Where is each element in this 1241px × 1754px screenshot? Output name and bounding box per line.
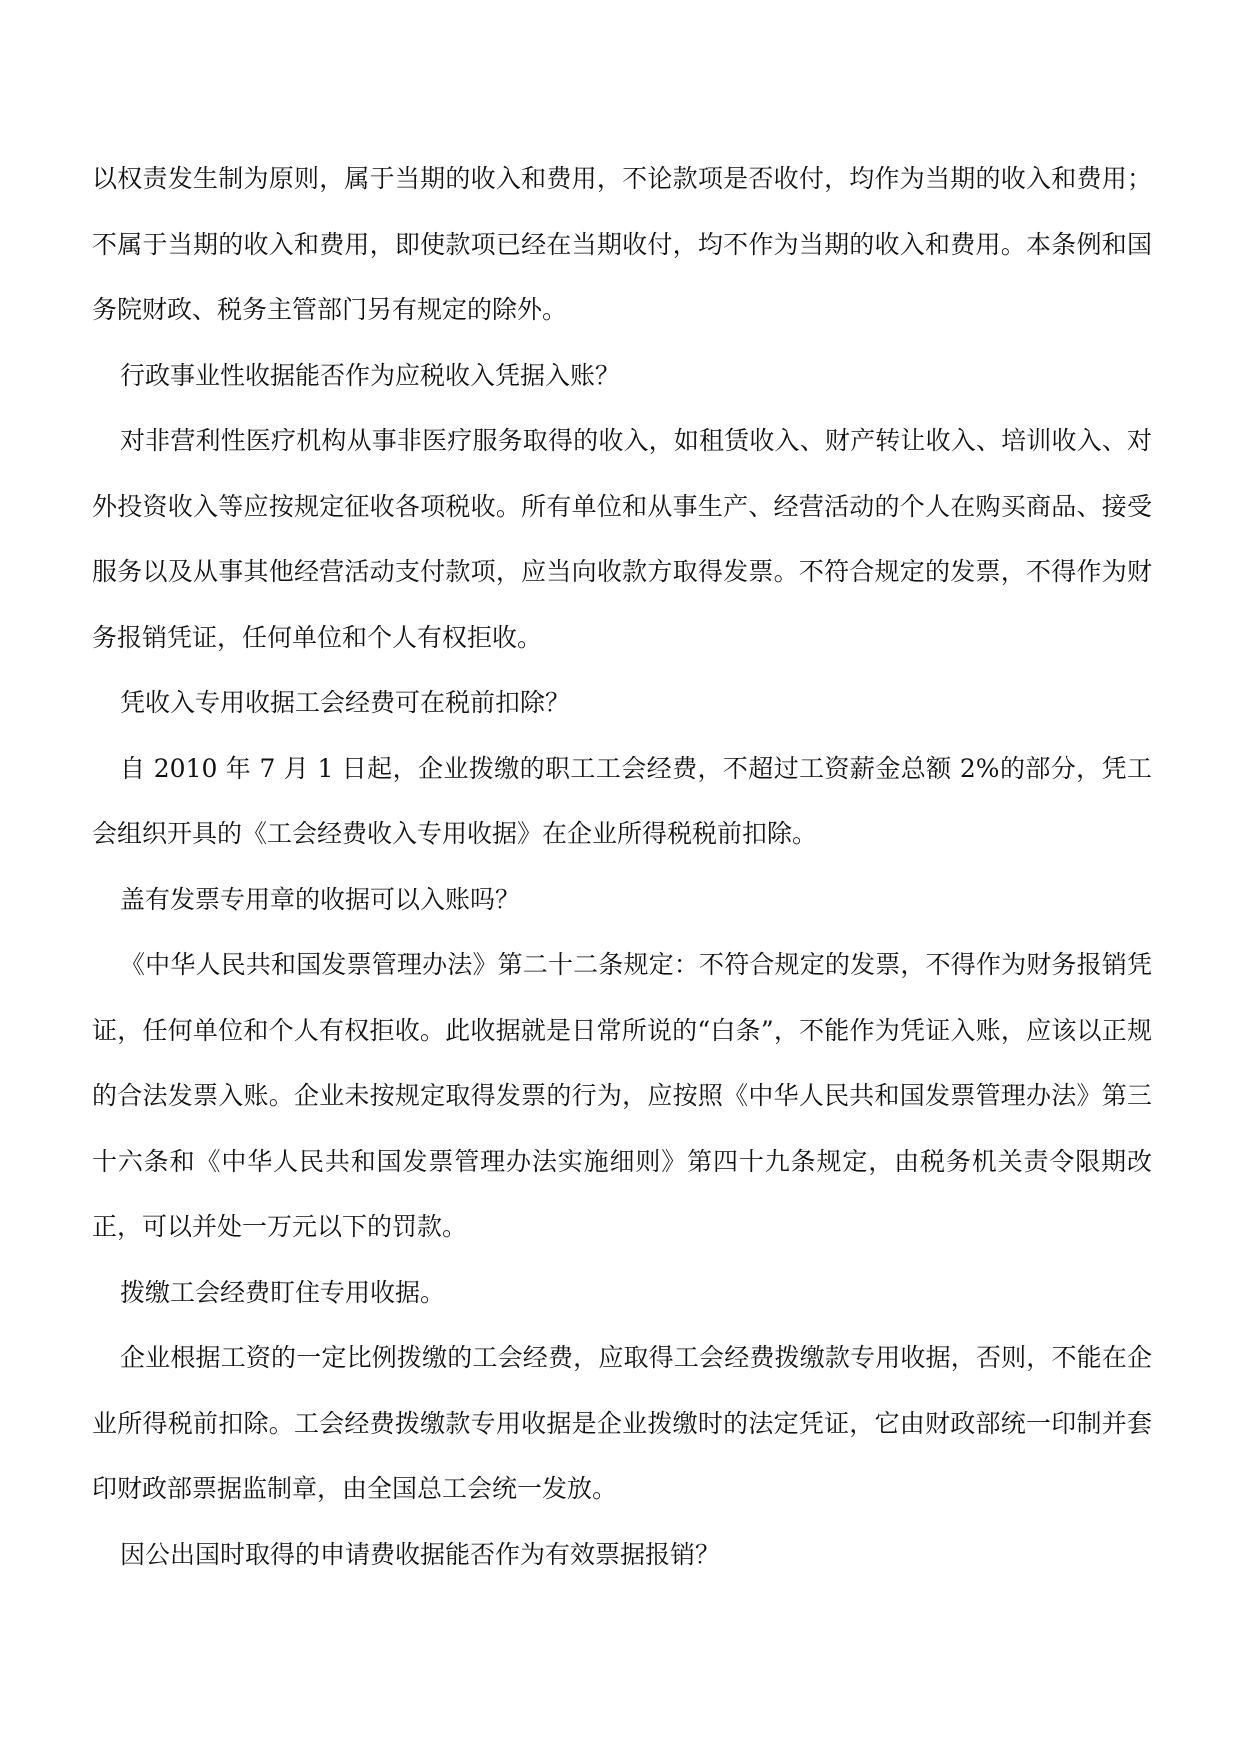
paragraph-invoice-regulation: 《中华人民共和国发票管理办法》第二十二条规定：不符合规定的发票，不得作为财务报销凭证，任何单位和个人有权拒收。此收据就是日常所说的“白条”，不能作为凭证入账，应该以正规的合法发票入账。企业未按规定取得发票的行为，应按照《中华人民共和国发票管理办法》第三十六条和《中华人民共和国发票管理办法实施细则》第四十九条规定，由税务机关责令限期改正，可以并处一万元以下的罚款。 (92, 950, 1152, 1241)
question-union-fee-receipt: 凭收入专用收据工会经费可在税前扣除？ (120, 688, 571, 717)
heading-union-fee-special-receipt: 拨缴工会经费盯住专用收据。 (120, 1277, 446, 1307)
paragraph-nonprofit-medical-income: 对非营利性医疗机构从事非医疗服务取得的收入，如租赁收入、财产转让收入、培训收入、对外投资收入等应按规定征收各项税收。所有单位和从事生产、经营活动的个人在购买商品、接受服务以及从事其他经营活动支付款项，应当向收款方取得发票。不符合规定的发票，不得作为财务报销凭证，任何单位和个人有权拒收。 (92, 426, 1152, 652)
question-invoice-stamp-receipt: 盖有发票专用章的收据可以入账吗？ (120, 884, 521, 914)
paragraph-union-fee-special-receipt: 企业根据工资的一定比例拨缴的工会经费，应取得工会经费拨缴款专用收据，否则，不能在企业所得税前扣除。工会经费拨缴款专用收据是企业拨缴时的法定凭证，它由财政部统一印制并套印财政部票据监制章，由全国总工会统一发放。 (92, 1343, 1152, 1503)
paragraph-accrual-principle: 以权责发生制为原则，属于当期的收入和费用，不论款项是否收付，均作为当期的收入和费用；不属于当期的收入和费用，即使款项已经在当期收付，均不作为当期的收入和费用。本条例和国务院财政、税务主管部门另有规定的除外。 (92, 164, 1152, 324)
question-overseas-application-fee: 因公出国时取得的申请费收据能否作为有效票据报销？ (120, 1539, 721, 1569)
question-administrative-receipt: 行政事业性收据能否作为应税收入凭据入账？ (120, 360, 621, 390)
paragraph-union-fee-deduction: 自 2010 年 7 月 1 日起，企业拨缴的职工工会经费，不超过工资薪金总额 2%的部分，凭工会组织开具的《工会经费收入专用收据》在企业所得税税前扣除。 (92, 753, 1152, 848)
document-body (92, 146, 1152, 1587)
